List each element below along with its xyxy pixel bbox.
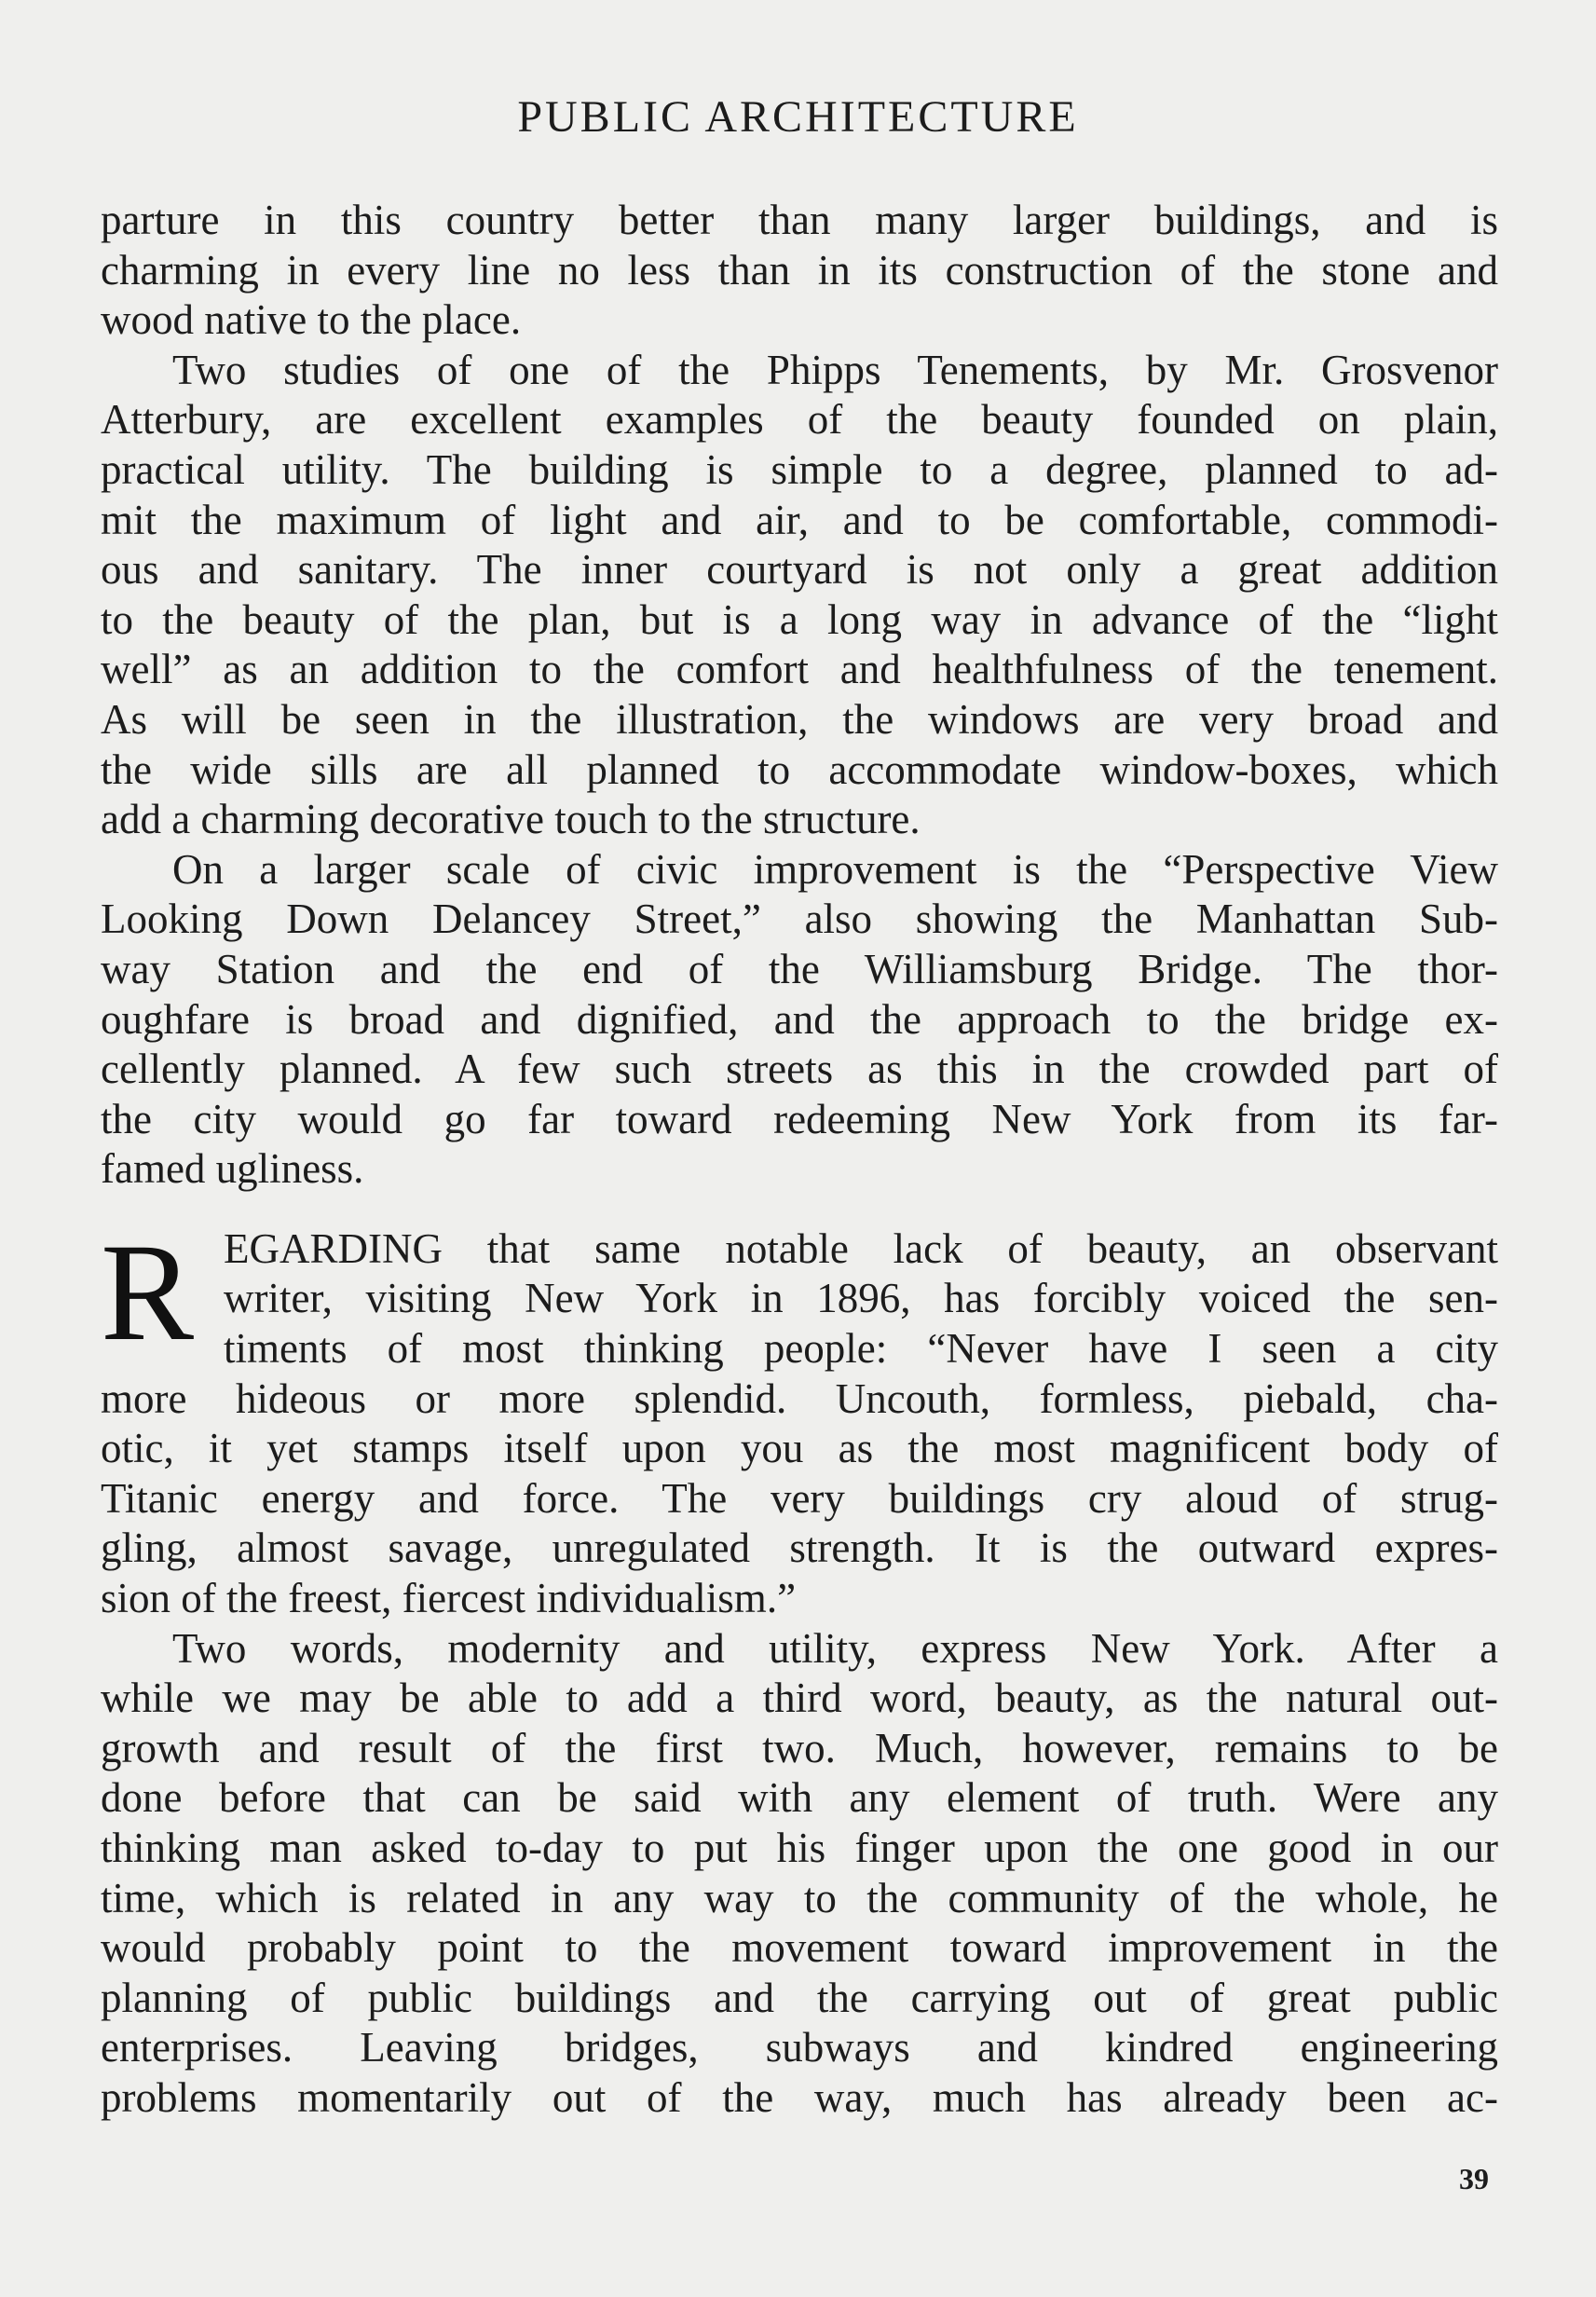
drop-cap: R bbox=[101, 1214, 195, 1370]
text-line: gling, almost savage, unregulated strength. It is the outward expres- bbox=[101, 1524, 1498, 1572]
text-line: ous and sanitary. The inner courtyard is not only a great addition bbox=[101, 546, 1498, 594]
text-column bbox=[101, 196, 1498, 2124]
paragraph bbox=[101, 346, 1498, 845]
text-line: the city would go far toward redeeming New York from its far- bbox=[101, 1095, 1498, 1142]
paragraph bbox=[101, 845, 1498, 1195]
text-line: to the beauty of the plan, but is a long way in advance of the “light bbox=[101, 595, 1498, 643]
text-line: would probably point to the movement toward improvement in the bbox=[101, 1924, 1498, 1972]
text-line: timents of most thinking people: “Never have I seen a city bbox=[224, 1325, 1498, 1373]
paragraph bbox=[101, 1624, 1498, 2124]
text-line: well” as an addition to the comfort and healthfulness of the tenement. bbox=[101, 646, 1498, 693]
running-head: PUBLIC ARCHITECTURE bbox=[517, 92, 1079, 142]
text-line: planning of public buildings and the carrying out of great public bbox=[101, 1974, 1498, 2021]
text-line: thinking man asked to-day to put his finger upon the one good in our bbox=[101, 1825, 1498, 1871]
text-line: Titanic energy and force. The very buildings cry aloud of strug- bbox=[101, 1474, 1498, 1522]
section-opening bbox=[101, 1214, 1498, 1624]
text-line: charming in every line no less than in its construction of the stone and bbox=[101, 246, 1498, 294]
text-line: Atterbury, are excellent examples of the beauty founded on plain, bbox=[101, 396, 1498, 444]
paragraph bbox=[101, 196, 1498, 346]
text-line: As will be seen in the illustration, the windows are very broad and bbox=[101, 695, 1498, 743]
text-line: writer, visiting New York in 1896, has forcibly voiced the sen- bbox=[224, 1275, 1498, 1322]
text-line: parture in this country better than many larger buildings, and is bbox=[101, 197, 1498, 243]
text-line: On a larger scale of civic improvement is the “Perspective View bbox=[172, 845, 1498, 893]
section-break bbox=[101, 1195, 1498, 1224]
text-line: Looking Down Delancey Street,” also showing the Manhattan Sub- bbox=[101, 896, 1498, 943]
text-line: growth and result of the first two. Much, however, remains to be bbox=[101, 1724, 1498, 1771]
text-line: oughfare is broad and dignified, and the approach to the bridge ex- bbox=[101, 995, 1498, 1043]
text-line: wood native to the place. bbox=[101, 296, 522, 344]
text-line: while we may be able to add a third word, beauty, as the natural out- bbox=[101, 1675, 1498, 1722]
text-line: EGARDING that same notable lack of beauty, an observant bbox=[224, 1224, 1498, 1272]
text-line: Two studies of one of the Phipps Tenements, by Mr. Grosvenor bbox=[172, 346, 1498, 393]
text-line: time, which is related in any way to the community of the whole, he bbox=[101, 1874, 1498, 1921]
text-line: enterprises. Leaving bridges, subways and kindred engineering bbox=[101, 2024, 1498, 2071]
text-line: way Station and the end of the Williamsburg Bridge. The thor- bbox=[101, 945, 1498, 992]
text-line: practical utility. The building is simple to a degree, planned to ad- bbox=[101, 445, 1498, 493]
text-line: more hideous or more splendid. Uncouth, formless, piebald, cha- bbox=[101, 1374, 1498, 1422]
text-line: done before that can be said with any element of truth. Were any bbox=[101, 1774, 1498, 1822]
text-line: mit the maximum of light and air, and to be comfortable, commodi- bbox=[101, 496, 1498, 543]
text-line: cellently planned. A few such streets as this in the crowded part of bbox=[101, 1046, 1498, 1093]
text-line: add a charming decorative touch to the structure. bbox=[101, 796, 921, 843]
text-line: Two words, modernity and utility, express New York. After a bbox=[172, 1624, 1498, 1672]
text-line: sion of the freest, fiercest individualism.” bbox=[101, 1575, 797, 1622]
text-line: famed ugliness. bbox=[101, 1145, 364, 1193]
text-line: otic, it yet stamps itself upon you as the most magnificent body of bbox=[101, 1425, 1498, 1472]
text-line: problems momentarily out of the way, much has already been ac- bbox=[101, 2073, 1498, 2121]
text-line: the wide sills are all planned to accommodate window-boxes, which bbox=[101, 745, 1498, 793]
page-number: 39 bbox=[1459, 2162, 1489, 2195]
